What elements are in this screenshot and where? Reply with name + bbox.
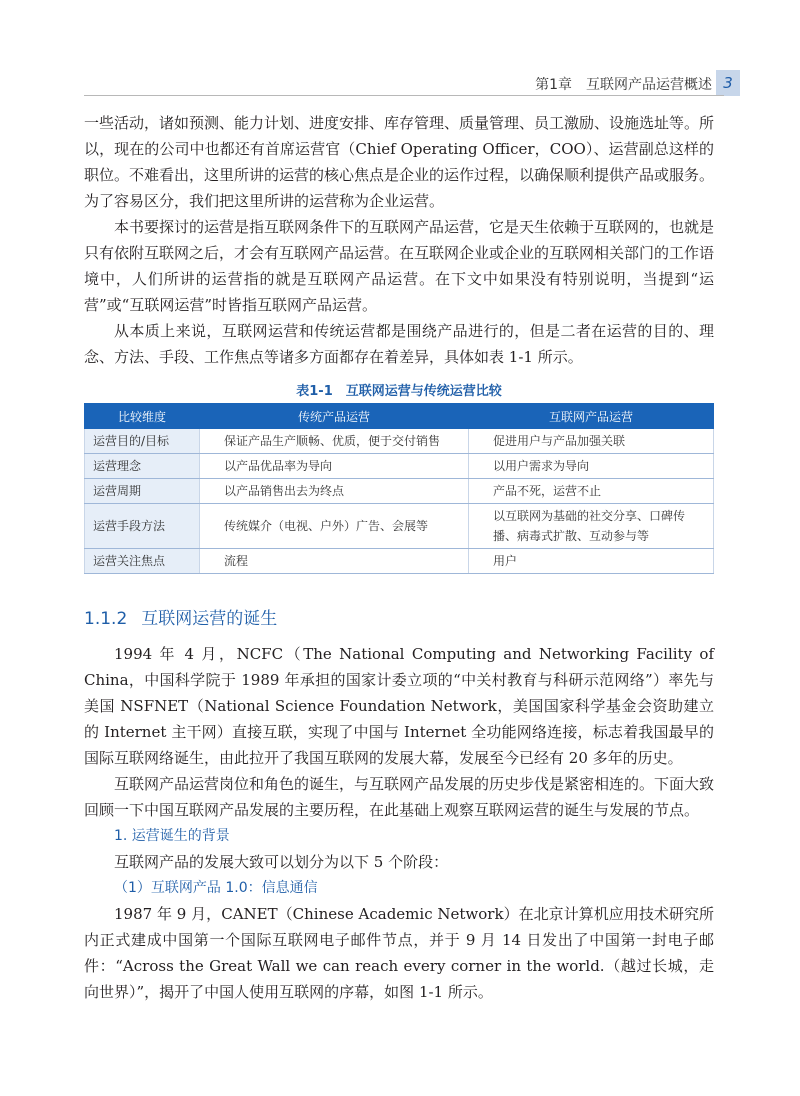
paragraph: 1987 年 9 月，CANET（Chinese Academic Network）在北京计算机应用技术研究所内正式建成中国第一个国际互联网电子邮件节点，并于 9 月 14 日发出了中国第一封电子邮件：“Across the Great Wall we can reach every corner in the world.（越过长城，走向世界）”，揭开了中国人使用互联网的序幕，如图 1-1 所示。 [84,905,714,1001]
section-number: 1.1.2 [84,609,128,629]
table-row [85,454,714,479]
paragraph: 互联网产品运营岗位和角色的诞生，与互联网产品发展的历史步伐是紧密相连的。下面大致回顾一下中国互联网产品发展的主要历程，在此基础上观察互联网运营的诞生与发展的节点。 [84,775,715,819]
paragraph: 一些活动，诸如预测、能力计划、进度安排、库存管理、质量管理、员工激励、设施选址等。所以，现在的公司中也都还有首席运营官（Chief Operating Officer，COO）、运营副总这样的职位。不难看出，这里所讲的运营的核心焦点是企业的运作过程，以确保顺利提供产品或服务。为了容易区分，我们把这里所讲的运营称为企业运营。 [84,114,715,210]
header-rule [84,95,724,96]
paragraph: 本书要探讨的运营是指互联网条件下的互联网产品运营，它是天生依赖于互联网的，也就是只有依附互联网之后，才会有互联网产品运营。在互联网企业或企业的互联网相关部门的工作语境中，人们所讲的运营指的就是互联网产品运营。在下文中如果没有特别说明，当提到“运营”或“互联网运营”时皆指互联网产品运营。 [84,218,715,314]
paragraph: 1994 年 4 月，NCFC（The National Computing and Networking Facility of China，中国科学院于 1989 年承担的国家计委立项的“中关村教育与科研示范网络”）率先与美国 NSFNET（National Science Foundation Network，美国国家科学基金会资助建立的 Internet 主干网）直接互联，实现了中国与 Internet 全功能网络连接，标志着我国最早的国际互联网络诞生，由此拉开了我国互联网的发展大幕，发展至今已经有 20 多年的历史。 [84,645,714,767]
section-heading [84,604,714,629]
section-title: 互联网运营的诞生 [141,609,278,629]
page-body [84,110,714,1005]
subsubsection-heading: （1）互联网产品 1.0：信息通信 [114,880,318,896]
table-cell: 保证产品生产顺畅、优质，便于交付销售 [200,429,469,454]
table-cell: 用户 [469,549,714,574]
table-cell: 传统媒介（电视、户外）广告、会展等 [200,504,469,549]
page-number: 3 [716,70,740,96]
table-header-cell: 比较维度 [85,404,200,429]
table-row [85,429,714,454]
running-head: 第1章 互联网产品运营概述 [535,77,712,93]
table-cell: 以互联网为基础的社交分享、口碑传播、病毒式扩散、互动参与等 [469,504,714,549]
comparison-table [84,403,714,574]
table-header-cell: 互联网产品运营 [469,404,714,429]
table-row [85,549,714,574]
table-cell: 运营理念 [85,454,200,479]
paragraph: 互联网产品的发展大致可以划分为以下 5 个阶段： [114,853,449,871]
table-cell: 以产品优品率为导向 [200,454,469,479]
table-cell: 流程 [200,549,469,574]
table-header-row [85,404,714,429]
table-caption: 表1-1 互联网运营与传统运营比较 [296,384,502,399]
table-cell: 以用户需求为导向 [469,454,714,479]
table-row [85,479,714,504]
table-cell: 运营关注焦点 [85,549,200,574]
table-cell: 运营周期 [85,479,200,504]
table-row [85,504,714,549]
table-cell: 运营目的/目标 [85,429,200,454]
table-cell: 产品不死，运营不止 [469,479,714,504]
paragraph: 从本质上来说，互联网运营和传统运营都是围绕产品进行的，但是二者在运营的目的、理念、方法、手段、工作焦点等诸多方面都存在着差异，具体如表 1-1 所示。 [84,322,714,366]
table-header-cell: 传统产品运营 [200,404,469,429]
table-cell: 运营手段方法 [85,504,200,549]
subsection-heading: 1. 运营诞生的背景 [114,828,230,844]
table-cell: 促进用户与产品加强关联 [469,429,714,454]
table-cell: 以产品销售出去为终点 [200,479,469,504]
